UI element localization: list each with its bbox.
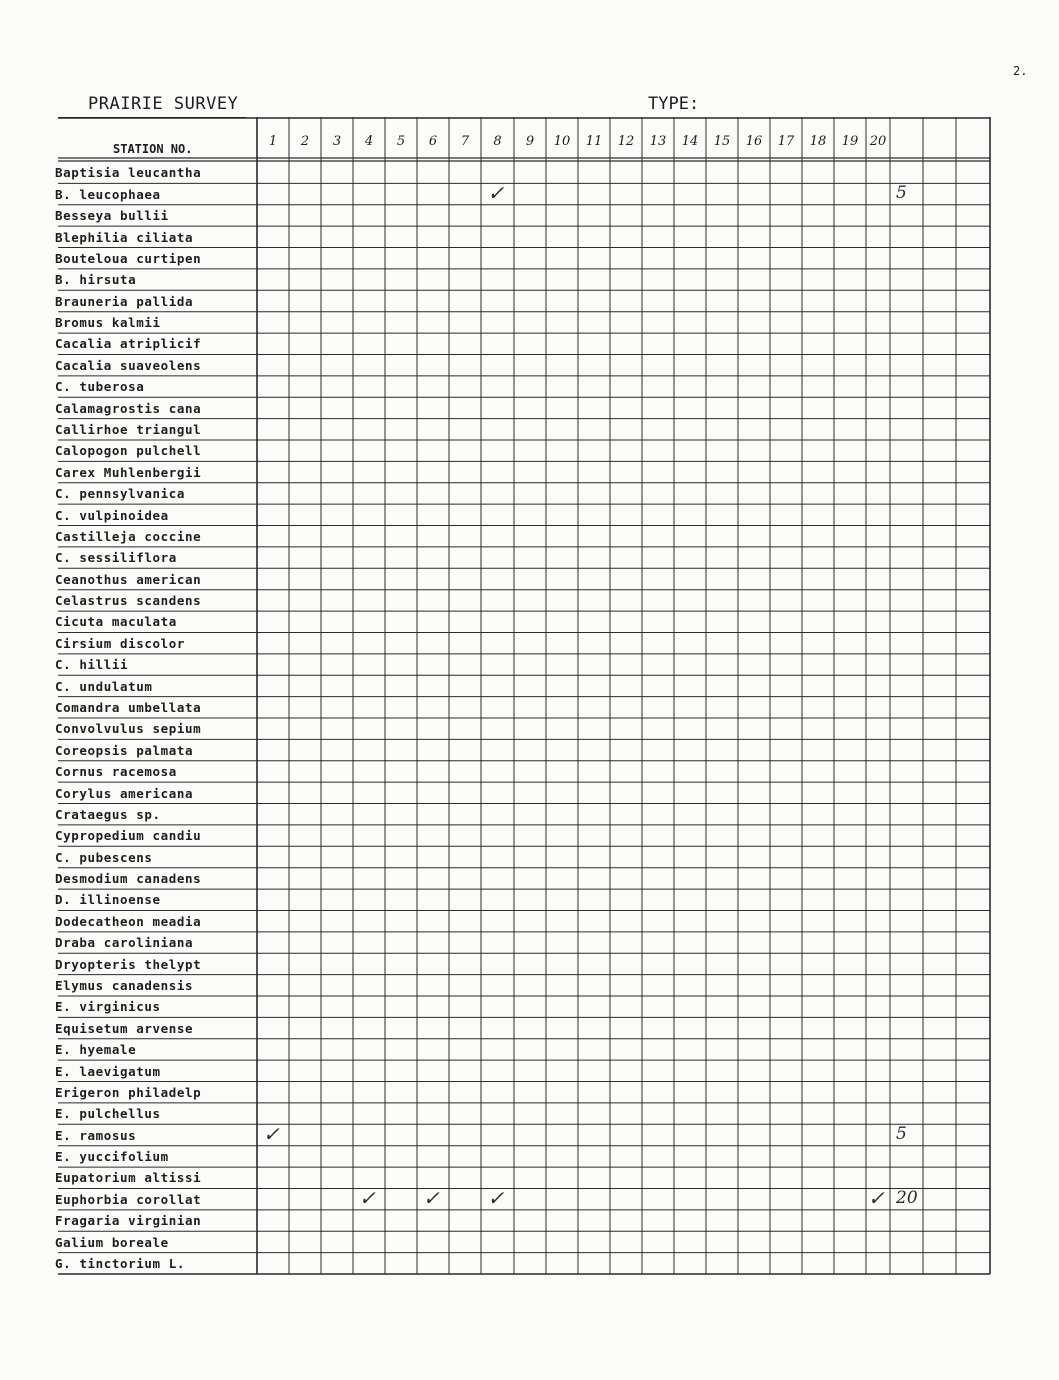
species-label: Fragaria virginian	[55, 1213, 202, 1229]
species-label: Calopogon pulchell	[55, 443, 202, 459]
station-number-15: 15	[713, 134, 731, 149]
species-label: C. tuberosa	[55, 379, 145, 395]
check-mark: ✓	[263, 1121, 280, 1146]
species-label: Desmodium canadens	[55, 871, 202, 887]
species-label: Cypropedium candiu	[55, 828, 202, 844]
station-number-2: 2	[300, 134, 310, 149]
species-label: Brauneria pallida	[55, 293, 194, 309]
species-label: Dryopteris thelypt	[55, 956, 202, 972]
species-label: Euphorbia corollat	[55, 1191, 202, 1207]
species-label: Bouteloua curtipen	[55, 250, 202, 266]
station-number-17: 17	[777, 134, 795, 149]
station-number-14: 14	[681, 134, 699, 149]
species-label: Castilleja coccine	[55, 528, 202, 544]
species-label: Besseya bullii	[55, 208, 169, 224]
species-label: Convolvulus sepium	[55, 721, 202, 737]
station-number-18: 18	[809, 134, 827, 149]
type-label: TYPE:	[648, 94, 700, 114]
species-label: Crataegus sp.	[55, 806, 161, 822]
species-label: B. hirsuta	[55, 272, 137, 288]
species-label: E. hyemale	[55, 1042, 137, 1058]
species-label: E. ramosus	[55, 1127, 137, 1143]
species-label: C. hillii	[55, 657, 129, 673]
species-label: B. leucophaea	[55, 186, 161, 202]
station-number-11: 11	[585, 134, 603, 149]
species-label: Equisetum arvense	[55, 1020, 194, 1036]
species-label: Comandra umbellata	[55, 700, 202, 715]
station-number-7: 7	[460, 134, 470, 149]
species-label: Blephilia ciliata	[55, 229, 194, 245]
species-label: E. virginicus	[55, 999, 161, 1015]
station-number-6: 6	[428, 134, 438, 149]
station-number-12: 12	[617, 134, 635, 149]
station-number-8: 8	[493, 134, 502, 149]
species-label: Bromus kalmii	[55, 315, 161, 331]
station-number-3: 3	[332, 134, 342, 149]
station-number-10: 10	[553, 134, 571, 149]
species-label: Cirsium discolor	[55, 635, 186, 651]
species-label: C. vulpinoidea	[55, 507, 169, 523]
species-label: Celastrus scandens	[55, 593, 202, 609]
row-total: 5	[896, 1123, 907, 1144]
species-label: Coreopsis palmata	[55, 742, 194, 758]
station-number-13: 13	[649, 134, 667, 149]
species-label: Cicuta maculata	[55, 614, 177, 630]
species-label: E. laevigatum	[55, 1063, 161, 1079]
species-label: Cacalia suaveolens	[55, 357, 202, 373]
station-number-5: 5	[396, 134, 406, 149]
species-label: E. pulchellus	[55, 1106, 161, 1122]
species-label: C. undulatum	[55, 678, 153, 694]
species-label: Eupatorium altissi	[55, 1170, 202, 1186]
station-number-1: 1	[268, 134, 278, 149]
species-label: Erigeron philadelp	[55, 1084, 202, 1100]
page-number: 2.	[1013, 64, 1028, 78]
species-label: G. tinctorium L.	[55, 1256, 186, 1271]
row-total: 5	[896, 182, 907, 203]
station-number-20: 20	[869, 134, 887, 149]
species-label: C. pubescens	[55, 849, 153, 865]
check-mark: ✓	[487, 1185, 505, 1210]
species-label: Calamagrostis cana	[55, 400, 202, 416]
check-mark: ✓	[359, 1185, 376, 1210]
station-number-19: 19	[841, 134, 859, 149]
species-label: Elymus canadensis	[55, 978, 194, 993]
species-label: Cornus racemosa	[55, 764, 177, 780]
species-label: Ceanothus american	[55, 571, 202, 587]
species-label: Dodecatheon meadia	[55, 913, 202, 929]
species-label: E. yuccifolium	[55, 1149, 169, 1165]
row-total: 20	[896, 1187, 918, 1208]
form-title: PRAIRIE SURVEY	[88, 94, 239, 114]
species-label: C. sessiliflora	[55, 550, 177, 566]
species-label: D. illinoense	[55, 892, 161, 908]
species-label: Galium boreale	[55, 1234, 169, 1250]
station-number-9: 9	[525, 134, 535, 149]
species-label: Baptisia leucantha	[55, 165, 202, 181]
station-number-label: STATION NO.	[113, 142, 193, 156]
species-label: Carex Muhlenbergii	[55, 464, 202, 480]
species-label: Callirhoe triangul	[55, 422, 202, 437]
species-label: Corylus americana	[55, 785, 194, 801]
species-label: Cacalia atriplicif	[55, 336, 202, 352]
station-number-16: 16	[745, 134, 763, 149]
station-number-4: 4	[364, 134, 374, 149]
check-mark: ✓	[423, 1185, 440, 1210]
species-label: C. pennsylvanica	[55, 486, 186, 502]
species-label: Draba caroliniana	[55, 935, 194, 951]
check-mark: ✓	[868, 1185, 885, 1210]
check-mark: ✓	[487, 180, 505, 205]
